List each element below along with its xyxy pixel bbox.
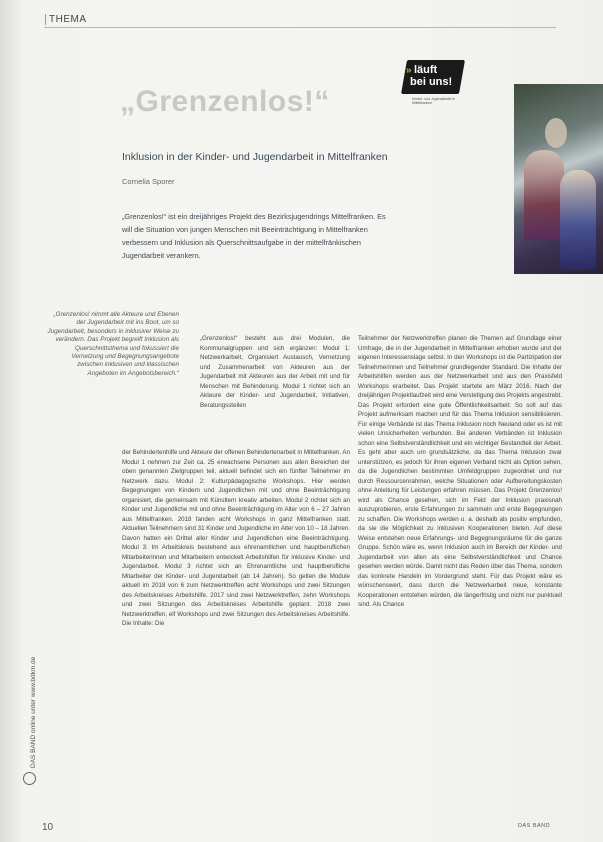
photo-figure: [560, 170, 596, 270]
laeuft-bei-uns-badge: [398, 56, 500, 104]
article-subtitle: Inklusion in der Kinder- und Jugendarbeit in Mittelfranken: [122, 151, 388, 163]
badge-arrow-icon: »: [406, 65, 412, 76]
badge-subtitle: Kinder- und Jugendarbeit in Mittelfranken: [412, 97, 456, 105]
footer-brand: DAS BAND: [518, 823, 551, 829]
band-logo-icon: [23, 772, 36, 785]
badge-line1: läuft: [414, 64, 438, 76]
body-column-1-top: „Grenzenlos!“ besteht aus drei Modulen, die Kommunalgruppen und sich ergänzen: Modul 1: Netzwerkarbeit, Organisiert Austausch, Vernetzung und Zusammenarbeit von Akteuren aus der Jugendarbeit mit Akteuren aus der Arbeit mit und für Menschen mit Behinderung. Modul 1 richtet sich an Akteure der Kinder- und Jugendarbeit, Initiativen, Beratungsstellen: [200, 335, 350, 409]
section-label: THEMA: [45, 14, 87, 25]
pull-quote: „Grenzenlos! nimmt alle Akteure und Ebenen der Jugendarbeit mit ins Boot, um so Jugendarbeit, besonders in inklusiver Weise zu verändern. Das Projekt begreift Inklusion als Querschnittsthema und fokussiert die Vernetzung und Begegnungsangebote zwischen inklusiven und klassischen Angeboten im Angebotsbereich.“: [47, 311, 179, 377]
sidebar-url: DAS BAND online unter www.bdkm.de: [30, 656, 37, 768]
article-lead: „Grenzenlos!“ ist ein dreijähriges Projekt des Bezirksjugendrings Mittelfranken. Es will die Situation von jungen Menschen mit Beeinträchtigung in Mittelfranken verbessern und Inklusion als Querschnittsaufgabe in der mittelfränkischen Jugendarbeit verankern.: [122, 212, 386, 260]
photo-figure: [524, 150, 564, 240]
badge-line2: bei uns!: [410, 76, 453, 88]
article-title: „Grenzenlos!“: [120, 85, 330, 118]
page-number: 10: [42, 822, 54, 833]
photo-figure-head: [545, 118, 567, 148]
article-author: Cornelia Sporer: [122, 177, 175, 186]
header-divider: [44, 27, 556, 28]
body-column-2: Teilnehmer der Netzwerktreffen planen die Themen auf Grundlage einer Umfrage, die in der Jugendarbeit in Mittelfranken erhoben wurde und der eigenen Interessenslage selbst. In den Workshops ist die Partizipation der Teilnehmerinnen und Teilnehmer grundlegender Standard. Die Inhalte der Arbeitshilfen werden aus der Netzwerkarbeit und aus den Praxisfeld Workshops erarbeitet. Das Projekt startete am März 2016. Nach der dreijährigen Projektlaufzeit wird eine Verstetigung des Projekts angestrebt. Das Projekt erfordert eine gute Öffentlichkeitsarbeit: So soll auf das Projekt aufmerksam machen und für das Thema Inklusion sensibilisieren. Für einige Verbände ist das Thema Inklusion noch Neuland oder es ist mit vielen Unsicherheiten verbunden. Bei anderen Verbänden ist Inklusion schon eine Selbstverständlichkeit und ein wichtiger Bestandteil der Arbeit. Es geht aber auch um grundsätzliche, da das Thema Inklusion zwar unterstützen, es jedoch für ihren eigenen Verband nicht als Option sehen, da die Jugendlichen bestimmten Umfeldgruppen zugeordnet und nur durch Ressourcenrahmen, welche Situationen oder Aufbereitungskosten ohne Anleitung für Leistungen erfahren müssen. Das Projekt Grenzenlos! wird als Chance gesehen, sich im Feld der Inklusion praxisnah auszuprobieren, erste Erfahrungen zu sammeln und erste Begegnungen zu schaffen. Die Workshops werden u. a. deshalb als positiv empfunden, da sie die Möglichkeit zu inklusiven Kooperationen bieten. Auf diese Weise entstehen neue Erfahrungs- und Begegnungsräume für die ganze Gruppe. Schön wäre es, wenn Inklusion auch im Bereich der Kinder- und Jugendarbeit von allen als eine Selbstverständlichkeit und Chance gesehen werden würde. Damit nicht das Reden über das Thema, sondern das konkrete Handeln im Vordergrund steht. Für das Projekt wäre es wünschenswert, dass durch die Netzwerkarbeit neue, konstante Kooperationen entstehen würden, die längerfristig und nicht nur punktuell sind. Als Chance: [358, 335, 562, 608]
body-column-1-bottom: der Behindertenhilfe und Akteure der offenen Behindertenarbeit in Mittelfranken. An Modul 1 nehmen zur Zeit ca. 25 erwachsene Personen aus allen Bereichen der oben genannten Zielgruppen teil, aktuell befindet sich ein fünfter Teilnehmer im Netzwerk dazu. Modul 2: Kulturpädagogische Workshops. Hier werden Begegnungen von Kindern und Jugendlichen mit und ohne Beeinträchtigung organisiert, die gemeinsam mit Künstlern kreativ arbeiten. Modul 2 richtet sich an Kinder und Jugendliche mit und ohne Beeinträchtigung im Alter von 6 – 27 Jahren aus Mittelfranken. 2018 fanden acht Workshops in ganz Mittelfranken statt. Aktuellen Teilnehmern sind 31 Kinder und Jugendliche im Alter von 10 – 18 Jahren. Davon hatten ein Drittel aller Kinder und Jugendlichen eine Beeinträchtigung. Modul 3: Im Arbeitskreis bestehend aus ehrenamtlichen und hauptberuflichen Mitarbeiterinnen und Mitarbeitern entwickelt Arbeitshilfen für inklusive Kinder- und Jugendarbeit. Modul 3 richtet sich an Ehrenamtliche und hauptberufliche Mitarbeiter der Kinder- und Jugendarbeit (ab 14 Jahren). So gelten die Module aktuell im 2018 von 6 zum Netzwerktreffen acht Workshops und zwei Sitzungen des Arbeitskreises Arbeitshilfe. 2017 sind zwei Netzwerktreffen, zehn Workshops und zwei Sitzungen des Arbeitskreises Arbeitshilfe geplant. 2018 zwei Netzwerktreffen, elf Workshops und zwei Sitzungen des Arbeitskreises Arbeitshilfe. Die Inhalte: Die: [122, 449, 350, 627]
